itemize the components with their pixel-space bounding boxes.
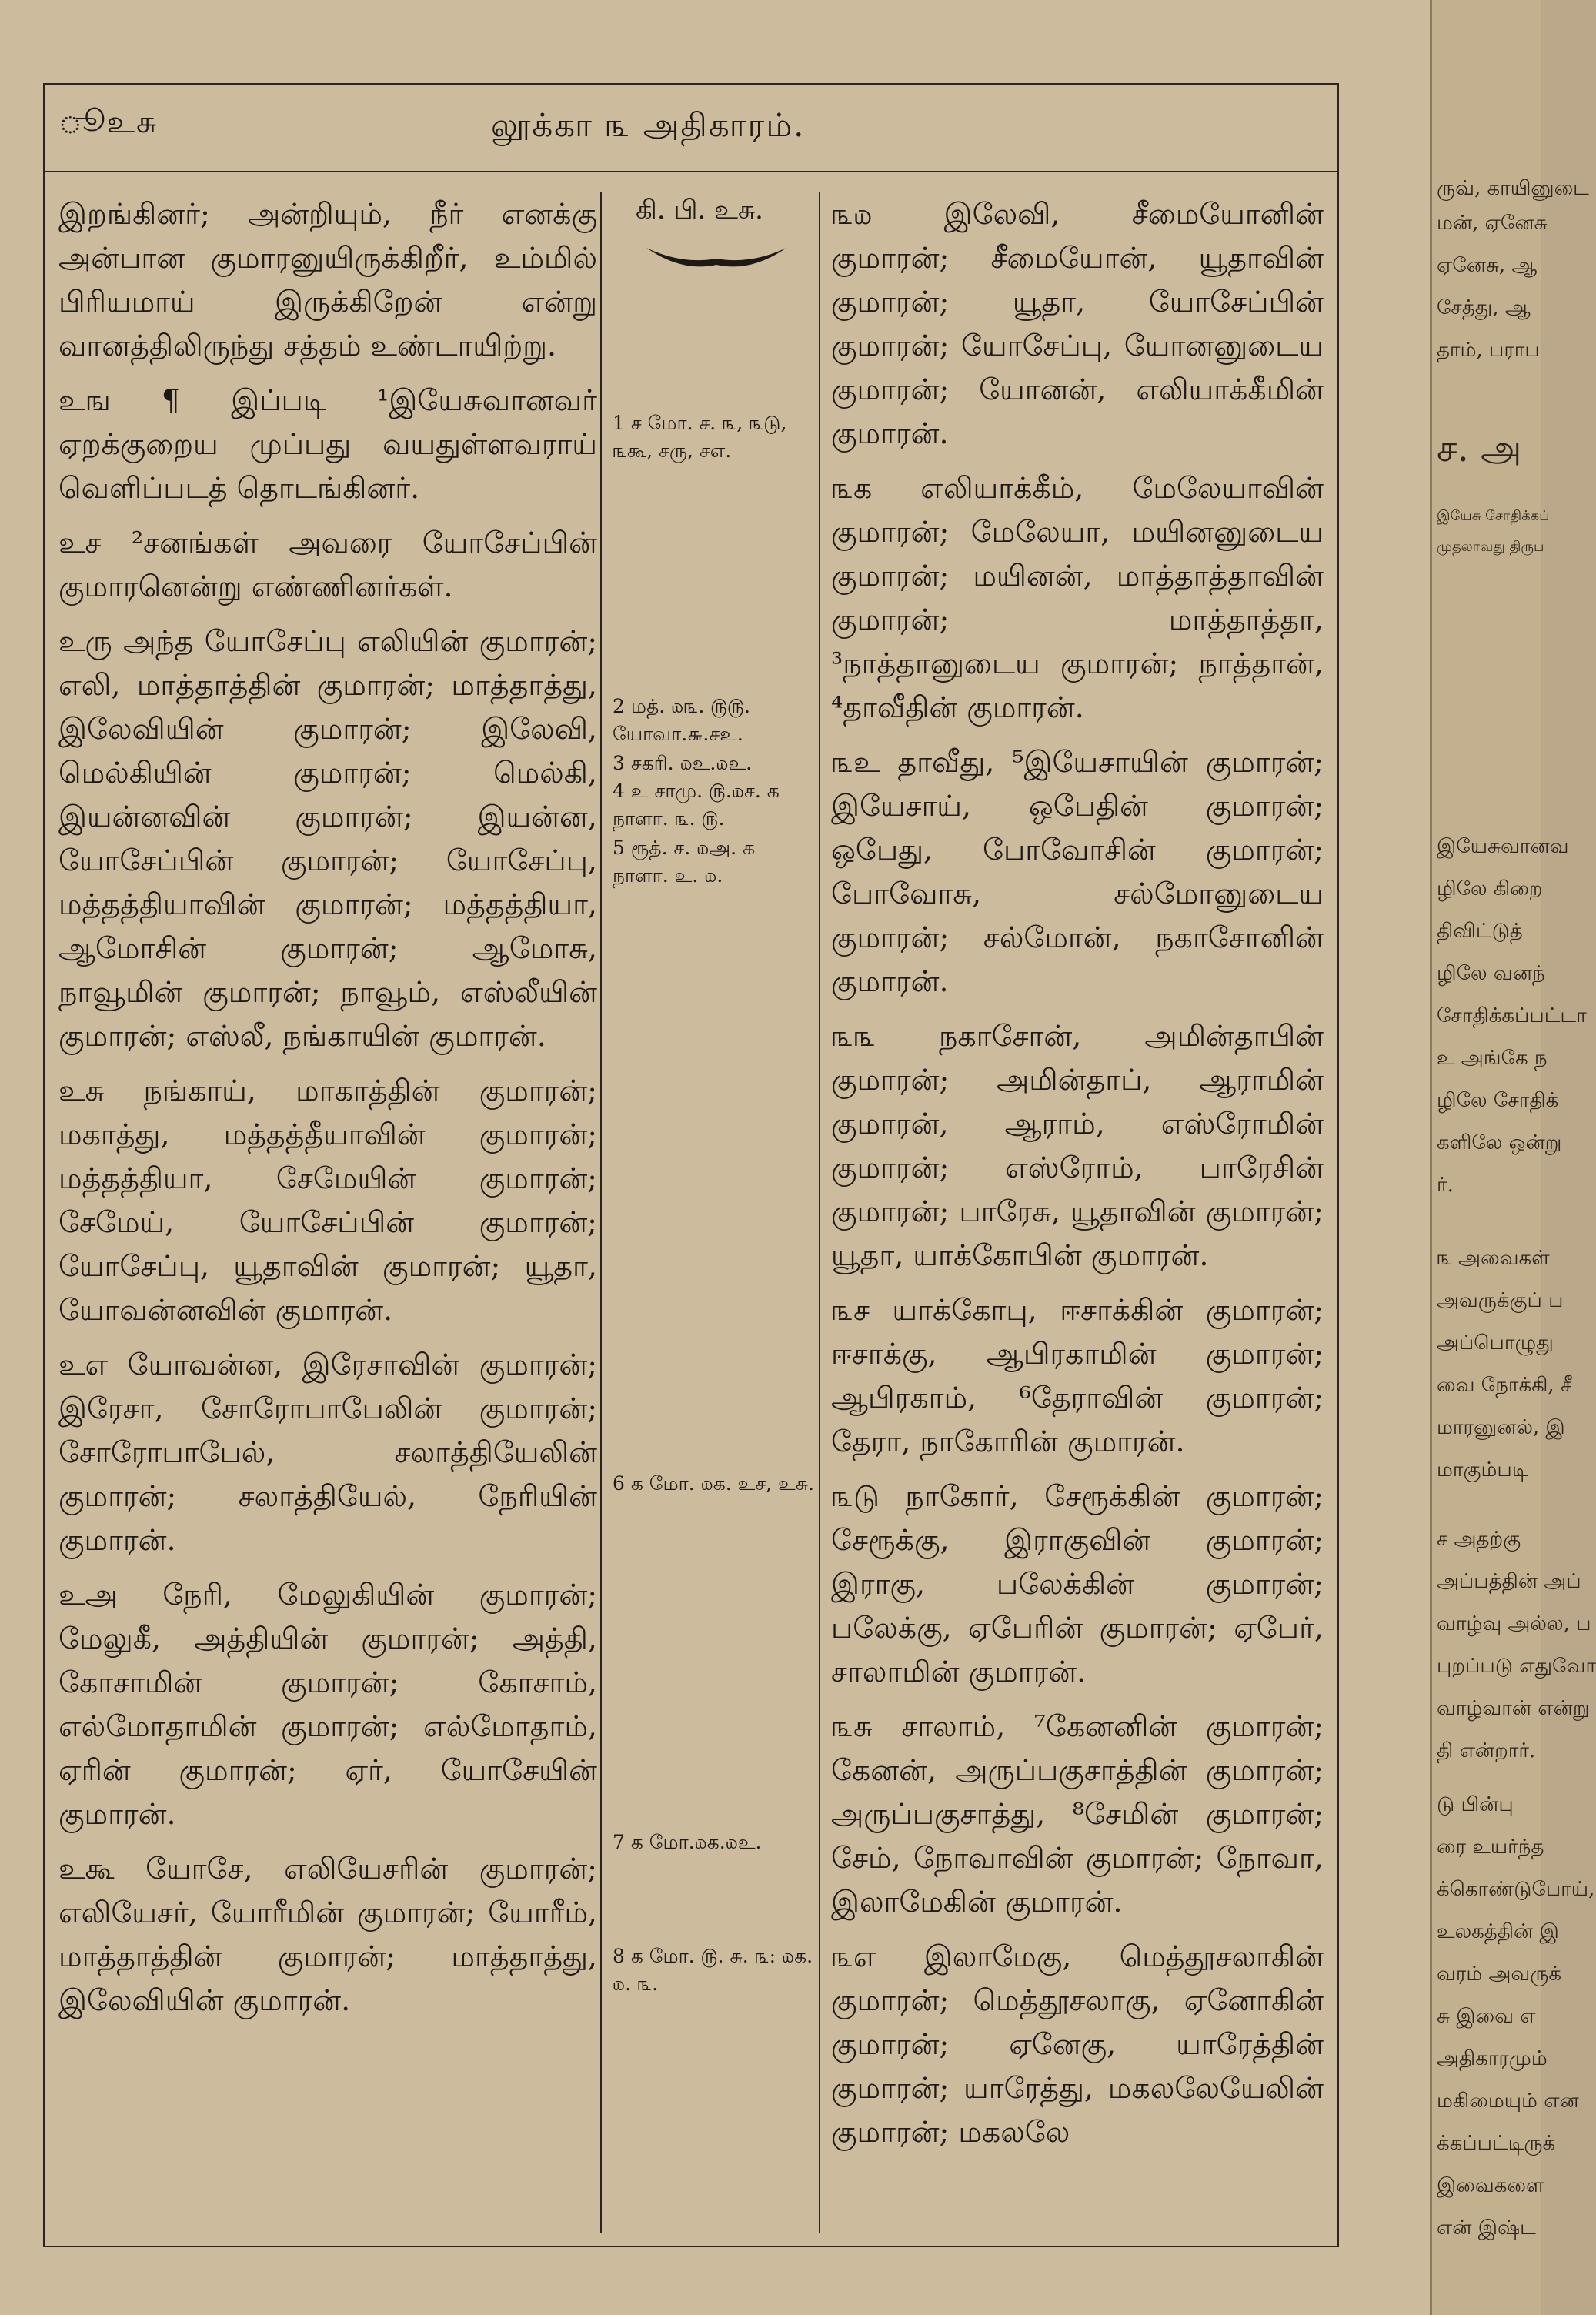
- adjacent-line: முதலாவது திருப: [1437, 539, 1544, 555]
- adjacent-line: ருவ், காயினுடை: [1437, 177, 1589, 200]
- margin-references: [613, 192, 817, 1995]
- adjacent-line: டு பின்பு: [1437, 1793, 1514, 1816]
- adjacent-line: ழிலே கிறை: [1437, 877, 1543, 900]
- verse-paragraph: ௩சு சாலாம், ⁷கேனனின் குமாரன்; கேனன், அருப்பகுசாத்தின் குமாரன்; அருப்பகுசாத்து, ⁸சேமின் குமாரன்; சேம், நோவாவின் குமாரன்; நோவா, இலாமேகின் குமாரன்.: [831, 1709, 1324, 1919]
- adjacent-line: மாகும்படி: [1437, 1458, 1528, 1482]
- adjacent-page-strip: [1430, 0, 1596, 2315]
- adjacent-line: அதிகாரமும்: [1437, 2047, 1548, 2070]
- adjacent-line: சு இவை எ: [1437, 2005, 1536, 2028]
- adjacent-chapter-heading: ச. அ: [1437, 427, 1522, 470]
- adjacent-line: இயேசு சோதிக்கப்: [1437, 508, 1550, 524]
- adjacent-line: களிலே ஒன்று: [1437, 1131, 1562, 1154]
- adjacent-line: க்கப்பட்டிருக்: [1437, 2132, 1556, 2155]
- adjacent-line: மாரனுனல், இ: [1437, 1416, 1565, 1439]
- left-column: [58, 192, 597, 2033]
- adjacent-line: உலகத்தின் இ: [1437, 1920, 1559, 1943]
- adjacent-line: என் இஷ்ட: [1437, 2216, 1536, 2240]
- column-rule-left: [600, 192, 602, 2233]
- verse-paragraph: ௩எ இலாமேகு, மெத்தூசலாகின் குமாரன்; மெத்தூசலாகு, ஏனோகின் குமாரன்; ஏனேகு, யாரேத்தின் குமாரன்; யாரேத்து, மகலலேயேலின் குமாரன்; மகலலே: [831, 1939, 1324, 2149]
- adjacent-line: உ அங்கே ந: [1437, 1047, 1548, 1070]
- margin-note: 6 க மோ. ௰க. உச, உசு.: [613, 1472, 814, 1495]
- margin-note: 1 ச மோ. ச. ௩, ௩டு, ௩கூ, சரு, சஎ.: [613, 412, 787, 462]
- adjacent-line: சோதிக்கப்பட்டா: [1437, 1004, 1587, 1027]
- page-number: ூஉசு: [58, 105, 159, 140]
- adjacent-line: ழிலே வனந்: [1437, 962, 1545, 985]
- verse-paragraph: ௩௰ இலேவி, சீமையோனின் குமாரன்; சீமையோன், யூதாவின் குமாரன்; யூதா, யோசேப்பின் குமாரன்; யோசேப்பு, யோனனுடைய குமாரன்; யோனன், எலியாக்கீமின் குமாரன்.: [831, 197, 1324, 450]
- adjacent-line: திவிட்டுத்: [1437, 920, 1523, 943]
- adjacent-line: ழிலே சோதிக்: [1437, 1089, 1559, 1112]
- verse-paragraph: உஎ யோவன்ன, இரேசாவின் குமாரன்; இரேசா, சோரோபாபேலின் குமாரன்; சோரோபாபேல், சலாத்தியேலின் குமாரன்; சலாத்தியேல், நேரியின் குமாரன்.: [58, 1348, 597, 1557]
- verse-paragraph: உகூ யோசே, எலியேசரின் குமாரன்; எலியேசர், யோரீமின் குமாரன்; யோரீம், மாத்தாத்தின் குமாரன்; மாத்தாத்து, இலேவியின் குமாரன்.: [58, 1852, 597, 2017]
- page-header: [45, 85, 1337, 172]
- margin-note: 4 உ சாமு. ௫.௰ச. க நாளா. ௩. ௫.: [613, 780, 780, 830]
- right-column: [831, 192, 1324, 2165]
- verse-paragraph: ௩ச யாக்கோபு, ஈசாக்கின் குமாரன்; ஈசாக்கு, ஆபிரகாமின் குமாரன்; ஆபிரகாம், ⁶தேராவின் குமாரன்; தேரா, நாகோரின் குமாரன்.: [831, 1293, 1324, 1458]
- adjacent-line: அப்பத்தின் அப்: [1437, 1570, 1581, 1593]
- adjacent-line: மகிமையும் என: [1437, 2090, 1579, 2113]
- adjacent-line: வாழ்வு அல்ல, ப: [1437, 1612, 1591, 1635]
- margin-note: 2 மத். ௰௩. ௫௫. யோவா.௬.சஉ.: [613, 695, 750, 745]
- verse-paragraph: ௩டு நாகோர், சேரூக்கின் குமாரன்; சேரூக்கு, இராகுவின் குமாரன்; இராகு, பலேக்கின் குமாரன்; பலேக்கு, ஏபேரின் குமாரன்; ஏபேர், சாலாமின் குமாரன்.: [831, 1479, 1324, 1689]
- verse-paragraph: உச ²சனங்கள் அவரை யோசேப்பின் குமாரனென்று எண்ணினர்கள்.: [58, 526, 597, 603]
- adjacent-line: க்கொண்டுபோய்,: [1437, 1878, 1595, 1901]
- adjacent-line: சேத்து, ஆ: [1437, 296, 1531, 319]
- running-title: லூக்கா ௩ அதிகாரம்.: [491, 106, 806, 144]
- page-frame: [43, 83, 1339, 2247]
- adjacent-line: ௩ அவைகள்: [1437, 1247, 1550, 1270]
- margin-year-heading: கி. பி. உசு.: [636, 195, 763, 225]
- verse-paragraph: ௩க எலியாக்கீம், மேலேயாவின் குமாரன்; மேலேயா, மயினனுடைய குமாரன்; மயினன், மாத்தாத்தாவின் குமாரன்; மாத்தாத்தா, ³நாத்தானுடைய குமாரன்; நாத்தான், ⁴தாவீதின் குமாரன்.: [831, 471, 1324, 724]
- flourish-ornament: [643, 242, 790, 272]
- column-rule-right: [819, 192, 820, 2233]
- adjacent-line: ஏனேசு, ஆ: [1437, 254, 1538, 277]
- adjacent-line: தி என்றார்.: [1437, 1739, 1536, 1762]
- verse-paragraph: உங ¶ இப்படி ¹இயேசுவானவர் ஏறக்குறைய முப்பது வயதுள்ளவராய் வெளிப்படத் தொடங்கினர்.: [58, 383, 597, 505]
- margin-note: 7 க மோ.௰க.௰உ.: [613, 1831, 762, 1853]
- adjacent-line: தாம், பராப: [1437, 339, 1540, 362]
- adjacent-line: வை நோக்கி, சீ: [1437, 1374, 1572, 1397]
- adjacent-line: வாழ்வான் என்று: [1437, 1697, 1590, 1720]
- margin-note: 5 ரூத். ச. ௰அ. க நாளா. உ. ௰.: [613, 837, 756, 887]
- adjacent-line: ரை உயர்ந்த: [1437, 1836, 1544, 1859]
- adjacent-line: அப்பொழுது: [1437, 1331, 1554, 1355]
- verse-paragraph: உரு அந்த யோசேப்பு எலியின் குமாரன்; எலி, மாத்தாத்தின் குமாரன்; மாத்தாத்து, இலேவியின் குமாரன்; இலேவி, மெல்கியின் குமாரன்; மெல்கி, இயன்னவின் குமாரன்; இயன்ன, யோசேப்பின் குமாரன்; யோசேப்பு, மத்தத்தியாவின் குமாரன்; மத்தத்தியா, ஆமோசின் குமாரன்; ஆமோசு, நாவூமின் குமாரன்; நாவூம், எஸ்லீயின் குமாரன்; எஸ்லீ, நங்காயின் குமாரன்.: [58, 624, 597, 1053]
- adjacent-line: மன், ஏனேசு: [1437, 212, 1548, 235]
- verse-paragraph: உஅ நேரி, மேலுகியின் குமாரன்; மேலுகீ, அத்தியின் குமாரன்; அத்தி, கோசாமின் குமாரன்; கோசாம், எல்மோதாமின் குமாரன்; எல்மோதாம், ஏரின் குமாரன்; ஏர், யோசேயின் குமாரன்.: [58, 1578, 597, 1831]
- adjacent-line: இவைகளை: [1437, 2174, 1544, 2197]
- adjacent-line: இயேசுவானவ: [1437, 835, 1569, 858]
- adjacent-line: ச அதற்கு: [1437, 1528, 1521, 1551]
- verse-paragraph: ௩௩ நகாசோன், அமின்தாபின் குமாரன்; அமின்தாப், ஆராமின் குமாரன், ஆராம், எஸ்ரோமின் குமாரன்; எஸ்ரோம், பாரேசின் குமாரன்; பாரேசு, யூதாவின் குமாரன்; யூதா, யாக்கோபின் குமாரன்.: [831, 1019, 1324, 1272]
- adjacent-line: அவருக்குப் ப: [1437, 1289, 1564, 1312]
- verse-paragraph: ௩உ தாவீது, ⁵இயேசாயின் குமாரன்; இயேசாய், ஒபேதின் குமாரன்; ஒபேது, போவோசின் குமாரன்; போவோசு, சல்மோனுடைய குமாரன்; சல்மோன், நகாசோனின் குமாரன்.: [831, 745, 1324, 998]
- adjacent-line: ர்.: [1437, 1174, 1454, 1197]
- adjacent-line: புறப்படு எதுவோ: [1437, 1655, 1596, 1678]
- verse-paragraph: உசு நங்காய், மாகாத்தின் குமாரன்; மகாத்து, மத்தத்தீயாவின் குமாரன்; மத்தத்தியா, சேமேயின் குமாரன்; சேமேய், யோசேப்பின் குமாரன்; யோசேப்பு, யூதாவின் குமாரன்; யூதா, யோவன்னவின் குமாரன்.: [58, 1074, 597, 1327]
- adjacent-line: வரம் அவருக்: [1437, 1963, 1562, 1986]
- margin-note: 8 க மோ. ௫. சு. ௩: ௰க. ௰. ௩.: [613, 1945, 813, 1995]
- verse-paragraph: இறங்கினர்; அன்றியும், நீர் எனக்கு அன்பான குமாரனுயிருக்கிறீர், உம்மில் பிரியமாய் இருக்கிறேன் என்று வானத்திலிருந்து சத்தம் உண்டாயிற்று.: [58, 197, 597, 362]
- margin-note: 3 சகரி. ௰உ.௰உ.: [613, 752, 753, 774]
